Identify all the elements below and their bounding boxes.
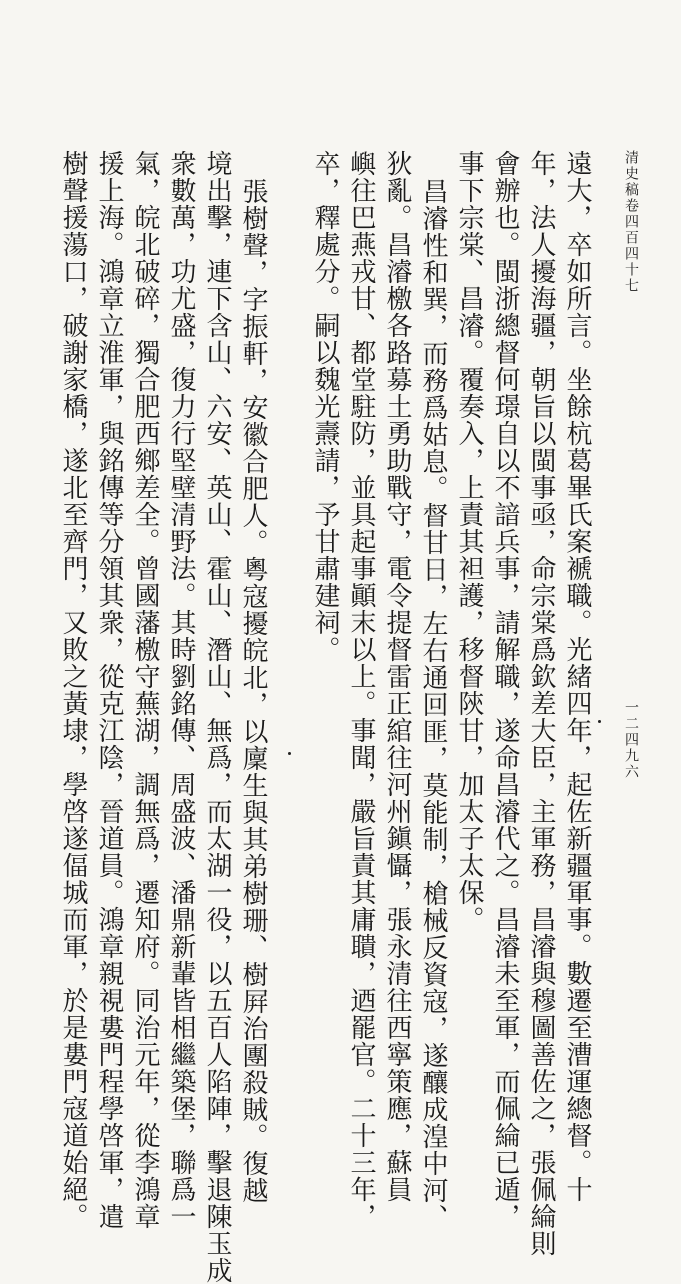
ink-speck: [598, 720, 601, 723]
text-column: 張樹聲，字振軒，安徽合肥人。粵寇擾皖北，以廩生與其弟樹珊、樹屛治團殺賊。復越: [238, 178, 268, 1204]
ink-speck: [288, 752, 291, 755]
text-column: 氣，皖北破碎，獨合肥西鄉差全。曾國藩檄守蕪湖，調無爲，遷知府。同治元年，從李鴻章: [130, 150, 160, 1230]
text-column: 嶼往巴燕戎甘、都堂駐防，並具起事顚末以上。事聞，嚴旨責其庸聵，迺罷官。二十三年，: [346, 150, 376, 1230]
text-column: 年，法人擾海疆，朝旨以閩事亟，命宗棠爲欽差大臣，主軍務，昌濬與穆圖善佐之，張佩綸則: [526, 150, 556, 1257]
text-column: 事下宗棠、昌濬。覆奏入，上責其袒護，移督陝甘，加太子太保。: [454, 150, 484, 933]
page-number: 一二四九六: [623, 700, 639, 780]
text-column: 昌濬性和巽，而務爲姑息。督甘日，左右通回匪，莫能制，槍械反資寇，遂釀成湟中河、: [418, 178, 448, 1231]
text-column: 遠大，卒如所言。坐餘杭葛畢氏案褫職。光緒四年，起佐新疆軍事。數遷至漕運總督。十: [562, 150, 592, 1203]
text-column: 會辦也。閩浙總督何璟自以不諳兵事，請解職，遂命昌濬代之。昌濬未至軍，而佩綸已遁，: [490, 150, 520, 1230]
text-column: 卒，釋處分。嗣以魏光燾請，予甘肅建祠。: [310, 150, 340, 663]
text-column: 樹聲援蕩口，破謝家橋，遂北至齊門，又敗之黃埭，學啓遂偪城而軍，於是婁門寇道始絕。: [58, 150, 88, 1230]
text-column: 狄亂。昌濬檄各路募土勇助戰守，電令提督雷正綰往河州鎭懾，張永清往西寧策應，蘇員: [382, 150, 412, 1203]
text-column: 境出擊，連下含山、六安、英山、霍山、潛山、無爲，而太湖一役，以五百人陷陣，擊退陳玉成: [202, 150, 232, 1284]
running-header: 清史稿卷四百四十七: [623, 150, 639, 294]
text-column: 援上海。鴻章立淮軍，與銘傳等分領其衆，從克江陰，晉道員。鴻章親視婁門程學啓軍，遣: [94, 150, 124, 1230]
text-column: 衆數萬，功尤盛，復力行堅壁清野法。其時劉銘傳、周盛波、潘鼎新輩皆相繼築堡，聯爲一: [166, 150, 196, 1230]
